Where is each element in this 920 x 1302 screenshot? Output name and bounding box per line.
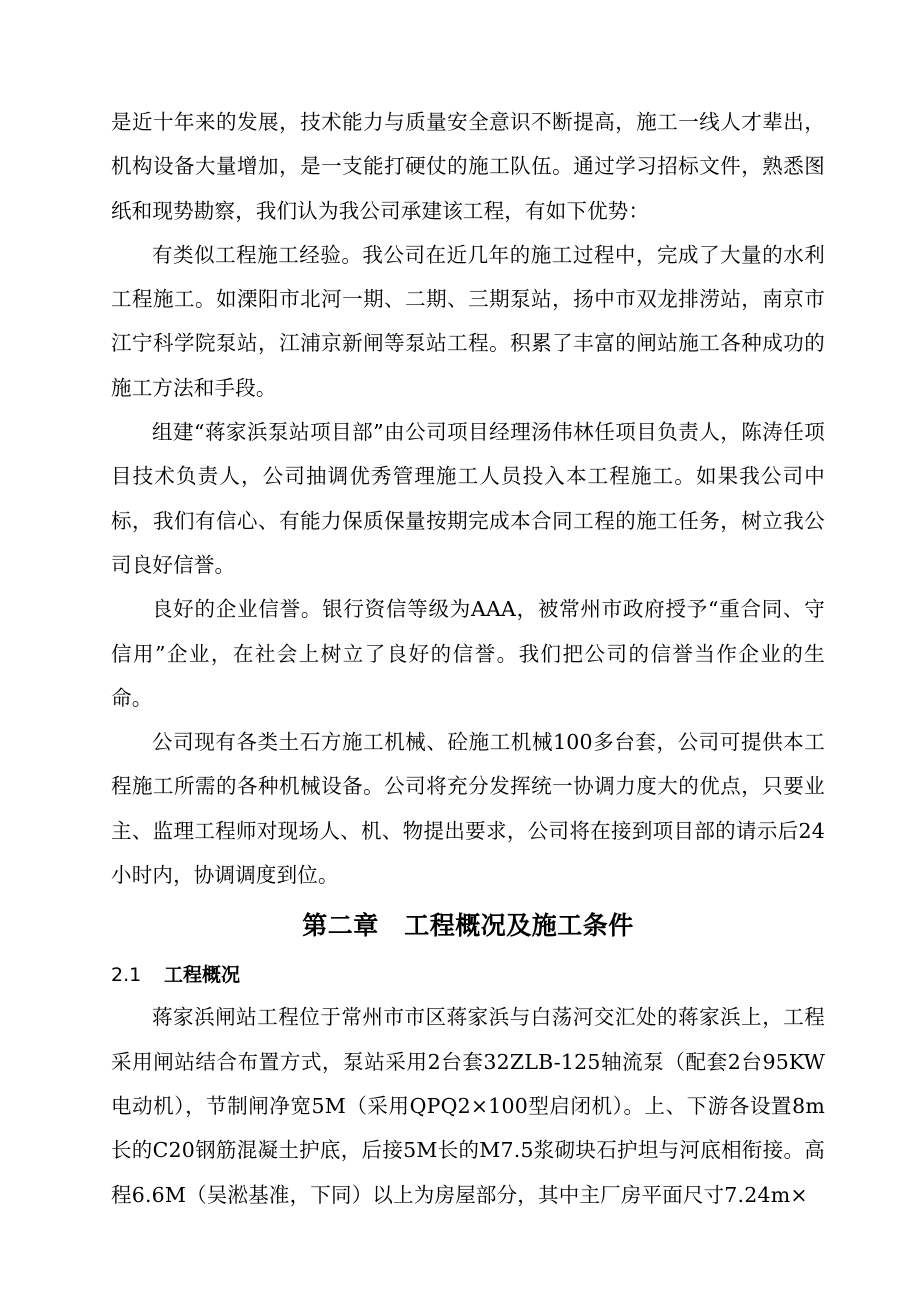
chapter-title: 第二章 工程概况及施工条件 — [302, 911, 634, 941]
page-content — [111, 100, 825, 1217]
body-paragraph-4: 良好的企业信誉。银行资信等级为AAA，被常州市政府授予“重合同、守信用”企业，在社会上树立了良好的信誉。我们把公司的信誉当作企业的生命。 — [111, 597, 825, 710]
section-heading — [111, 955, 825, 995]
body-paragraph-6: 蒋家浜闸站工程位于常州市市区蒋家浜与白荡河交汇处的蒋家浜上，工程采用闸站结合布置方式，泵站采用2台套32ZLB-125轴流泵（配套2台95KW电动机），节制闸净宽5M（采用QPQ2×100型启闭机）。上、下游各设置8m长的C20钢筋混凝土护底，后接5M长的M7.5浆砌块石护坦与河底相衔接。高程6.6M（吴淞基准，下同）以上为房屋部分，其中主厂房平面尺寸7.24m× — [111, 1005, 825, 1207]
body-paragraph-5: 公司现有各类土石方施工机械、砼施工机械100多台套，公司可提供本工程施工所需的各种机械设备。公司将充分发挥统一协调力度大的优点，只要业主、监理工程师对现场人、机、物提出要求，公司将在接到项目部的请示后24小时内，协调调度到位。 — [111, 730, 825, 888]
section-title: 工程概况 — [164, 964, 241, 987]
section-number: 2.1 — [111, 964, 142, 987]
body-paragraph-3: 组建“蒋家浜泵站项目部”由公司项目经理汤伟林任项目负责人，陈涛任项目技术负责人，公司抽调优秀管理施工人员投入本工程施工。如果我公司中标，我们有信心、有能力保质保量按期完成本合同工程的施工任务，树立我公司良好信誉。 — [111, 420, 825, 577]
body-paragraph-2: 有类似工程施工经验。我公司在近几年的施工过程中，完成了大量的水利工程施工。如溧阳市北河一期、二期、三期泵站，扬中市双龙排涝站，南京市江宁科学院泵站，江浦京新闸等泵站工程。积累了丰富的闸站施工各种成功的施工方法和手段。 — [111, 242, 825, 400]
body-paragraph-1: 是近十年来的发展，技术能力与质量安全意识不断提高，施工一线人才辈出，机构设备大量增加，是一支能打硬仗的施工队伍。通过学习招标文件，熟悉图纸和现势勘察，我们认为我公司承建该工程，有如下优势： — [111, 110, 825, 223]
